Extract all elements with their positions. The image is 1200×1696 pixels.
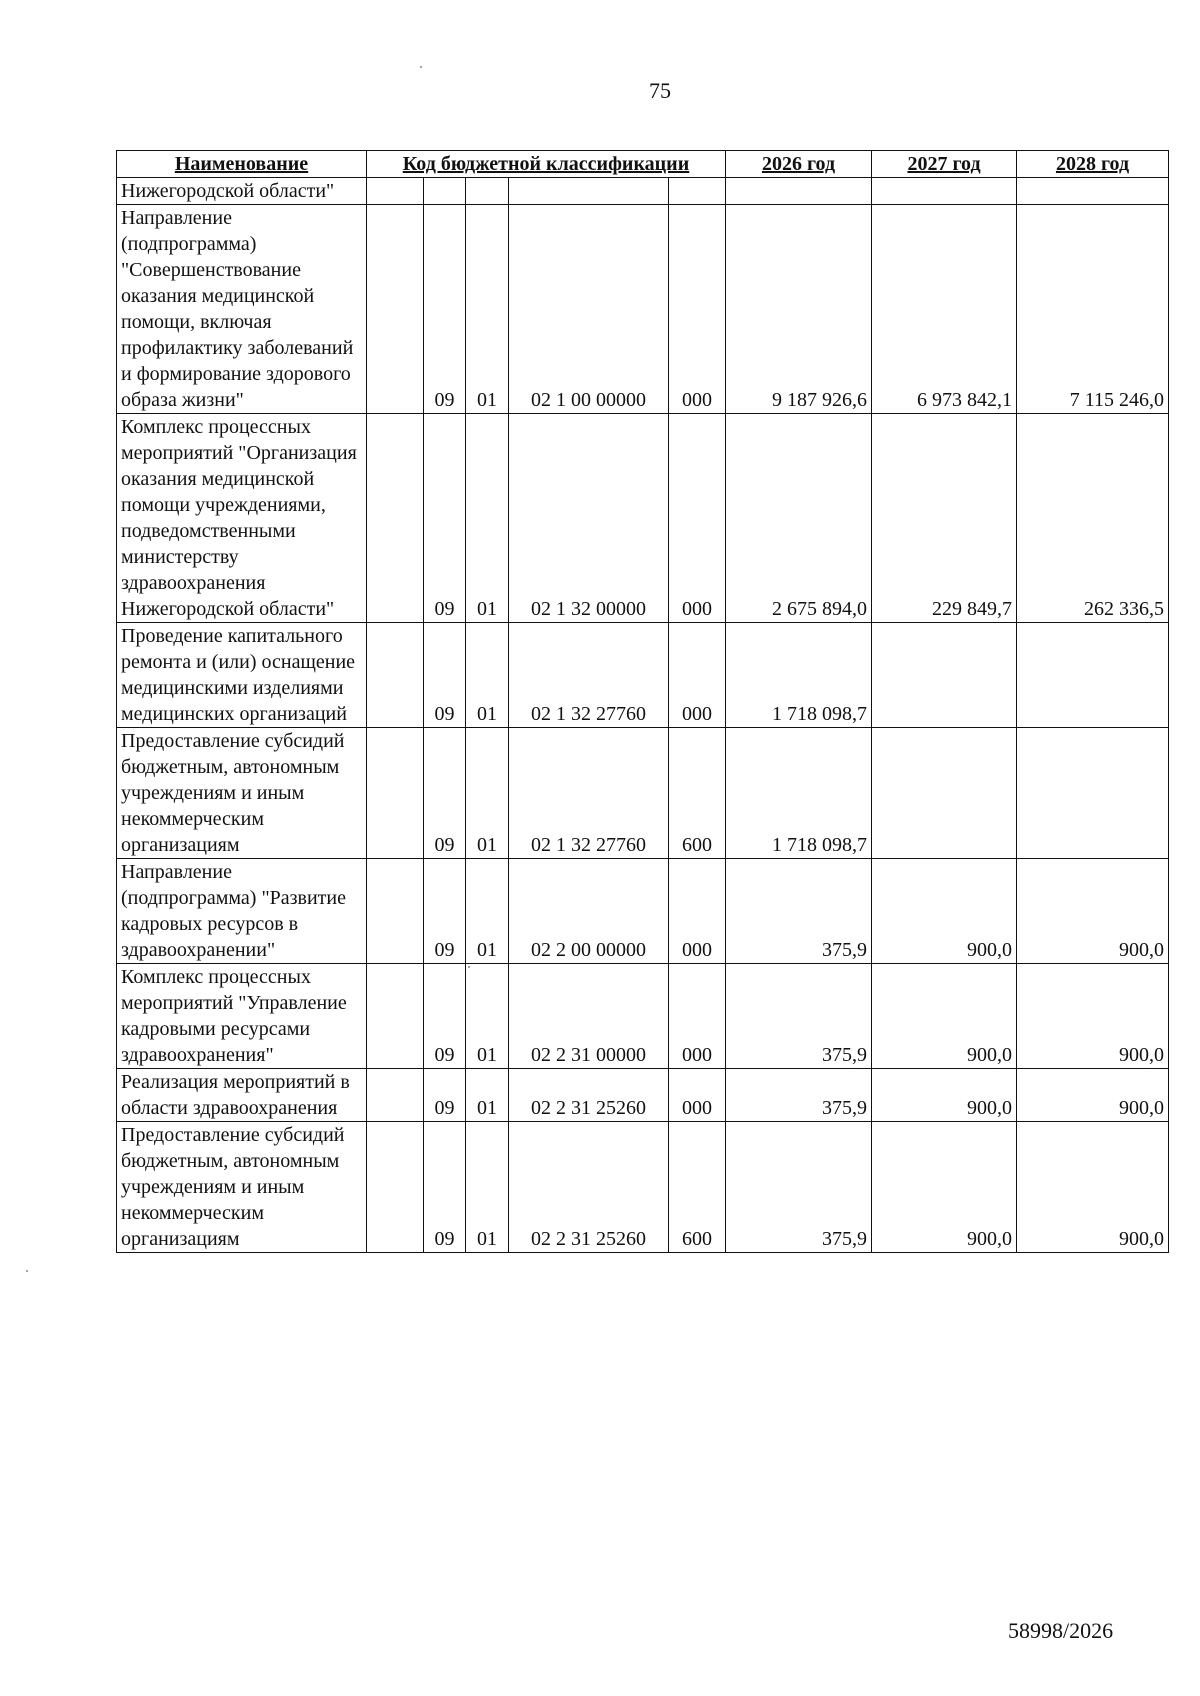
- table-cell-2028: 900,0: [1017, 1069, 1169, 1122]
- table-cell-code-0: [367, 1122, 424, 1253]
- document-number: 58998/2026: [1008, 1618, 1114, 1643]
- table-row: [117, 859, 1169, 964]
- table-cell-subsection: 01: [466, 728, 509, 859]
- table-cell-2028: 900,0: [1017, 964, 1169, 1069]
- table-cell-section: 09: [424, 728, 466, 859]
- table-cell-2028: 900,0: [1017, 859, 1169, 964]
- table-cell-code-0: [367, 1069, 424, 1122]
- table-cell-2027: 900,0: [872, 859, 1017, 964]
- table-cell-2027: 900,0: [872, 964, 1017, 1069]
- table-row: [117, 414, 1169, 623]
- scan-speck: [26, 1270, 28, 1272]
- header-name: Наименование: [117, 151, 367, 178]
- table-row: [117, 205, 1169, 414]
- table-row: [117, 1069, 1169, 1122]
- table-cell-expense-type: 000: [669, 623, 726, 728]
- table-cell-2028: [1017, 623, 1169, 728]
- table-cell-2028: 7 115 246,0: [1017, 205, 1169, 414]
- table-cell-2026: 1 718 098,7: [726, 728, 872, 859]
- table-cell-section: 09: [424, 205, 466, 414]
- table-cell-target-article: 02 1 32 00000: [509, 414, 669, 623]
- table-cell-target-article: 02 2 31 25260: [509, 1122, 669, 1253]
- table-cell-2027: 900,0: [872, 1122, 1017, 1253]
- table-cell-target-article: 02 1 32 27760: [509, 623, 669, 728]
- table-cell-code-0: [367, 623, 424, 728]
- table-cell-2028: 900,0: [1017, 1122, 1169, 1253]
- table-row: [117, 178, 1169, 205]
- table-cell-name: Нижегородской области": [117, 178, 367, 205]
- table-cell-2027: [872, 623, 1017, 728]
- table-cell-2026: 1 718 098,7: [726, 623, 872, 728]
- scan-speck: [468, 966, 470, 968]
- table-row: [117, 623, 1169, 728]
- table-cell-section: 09: [424, 1069, 466, 1122]
- table-cell-code-0: [367, 964, 424, 1069]
- table-cell-subsection: 01: [466, 964, 509, 1069]
- table-cell-2027: [872, 728, 1017, 859]
- table-cell-2027: 900,0: [872, 1069, 1017, 1122]
- table-cell-section: 09: [424, 859, 466, 964]
- table-cell-2026: 375,9: [726, 1122, 872, 1253]
- table-cell-section: 09: [424, 1122, 466, 1253]
- table-cell-code-0: [367, 178, 424, 205]
- table-cell-name: Предоставление субсидий бюджетным, автономным учреждениям и иным некоммерческим организациям: [117, 1122, 367, 1253]
- header-2026: 2026 год: [726, 151, 872, 178]
- table-row: [117, 728, 1169, 859]
- table-row: [117, 1122, 1169, 1253]
- table-cell-section: 09: [424, 414, 466, 623]
- table-cell-2027: [872, 178, 1017, 205]
- table-cell-expense-type: 000: [669, 859, 726, 964]
- header-code: Код бюджетной классификации: [367, 151, 726, 178]
- table-row: [117, 964, 1169, 1069]
- table-cell-target-article: 02 2 31 25260: [509, 1069, 669, 1122]
- table-cell-target-article: 02 2 00 00000: [509, 859, 669, 964]
- table-cell-code-0: [367, 859, 424, 964]
- table-cell-expense-type: 000: [669, 414, 726, 623]
- table-cell-2027: 6 973 842,1: [872, 205, 1017, 414]
- table-cell-expense-type: 600: [669, 728, 726, 859]
- table-cell-subsection: [466, 178, 509, 205]
- table-cell-name: Проведение капитального ремонта и (или) оснащение медицинскими изделиями медицинских организаций: [117, 623, 367, 728]
- table-cell-2028: [1017, 178, 1169, 205]
- table-cell-target-article: 02 1 32 27760: [509, 728, 669, 859]
- table-cell-section: 09: [424, 623, 466, 728]
- table-cell-2026: [726, 178, 872, 205]
- table-cell-2028: [1017, 728, 1169, 859]
- table-cell-expense-type: 000: [669, 964, 726, 1069]
- table-cell-section: 09: [424, 964, 466, 1069]
- table-cell-2026: 375,9: [726, 964, 872, 1069]
- table-cell-name: Реализация мероприятий в области здравоохранения: [117, 1069, 367, 1122]
- table-cell-name: Комплекс процессных мероприятий "Управление кадровыми ресурсами здравоохранения": [117, 964, 367, 1069]
- page-number: 75: [649, 78, 671, 103]
- table-cell-2026: 375,9: [726, 859, 872, 964]
- table-cell-subsection: 01: [466, 1069, 509, 1122]
- table-cell-subsection: 01: [466, 623, 509, 728]
- header-2028: 2028 год: [1017, 151, 1169, 178]
- budget-table: [116, 150, 1169, 1253]
- table-cell-target-article: 02 1 00 00000: [509, 205, 669, 414]
- table-cell-expense-type: 000: [669, 1069, 726, 1122]
- table-cell-section: [424, 178, 466, 205]
- table-cell-subsection: 01: [466, 205, 509, 414]
- table-cell-subsection: 01: [466, 414, 509, 623]
- table-cell-code-0: [367, 205, 424, 414]
- table-cell-code-0: [367, 414, 424, 623]
- table-cell-name: Комплекс процессных мероприятий "Организация оказания медицинской помощи учреждениями, подведомственными министерству здравоохранения Нижегородской области": [117, 414, 367, 623]
- table-cell-expense-type: [669, 178, 726, 205]
- table-header-row: [117, 151, 1169, 178]
- table-cell-name: Направление (подпрограмма) "Развитие кадровых ресурсов в здравоохранении": [117, 859, 367, 964]
- table-cell-code-0: [367, 728, 424, 859]
- table-cell-2026: 9 187 926,6: [726, 205, 872, 414]
- scan-speck: [420, 66, 422, 68]
- table-cell-expense-type: 600: [669, 1122, 726, 1253]
- table-cell-subsection: 01: [466, 1122, 509, 1253]
- table-cell-2026: 2 675 894,0: [726, 414, 872, 623]
- table-cell-target-article: 02 2 31 00000: [509, 964, 669, 1069]
- table-cell-name: Предоставление субсидий бюджетным, автономным учреждениям и иным некоммерческим организациям: [117, 728, 367, 859]
- table-cell-2028: 262 336,5: [1017, 414, 1169, 623]
- table-cell-2026: 375,9: [726, 1069, 872, 1122]
- table-cell-target-article: [509, 178, 669, 205]
- table-cell-2027: 229 849,7: [872, 414, 1017, 623]
- table-cell-expense-type: 000: [669, 205, 726, 414]
- table-cell-subsection: 01: [466, 859, 509, 964]
- table-cell-name: Направление (подпрограмма) "Совершенствование оказания медицинской помощи, включая профилактику заболеваний и формирование здорового образа жизни": [117, 205, 367, 414]
- header-2027: 2027 год: [872, 151, 1017, 178]
